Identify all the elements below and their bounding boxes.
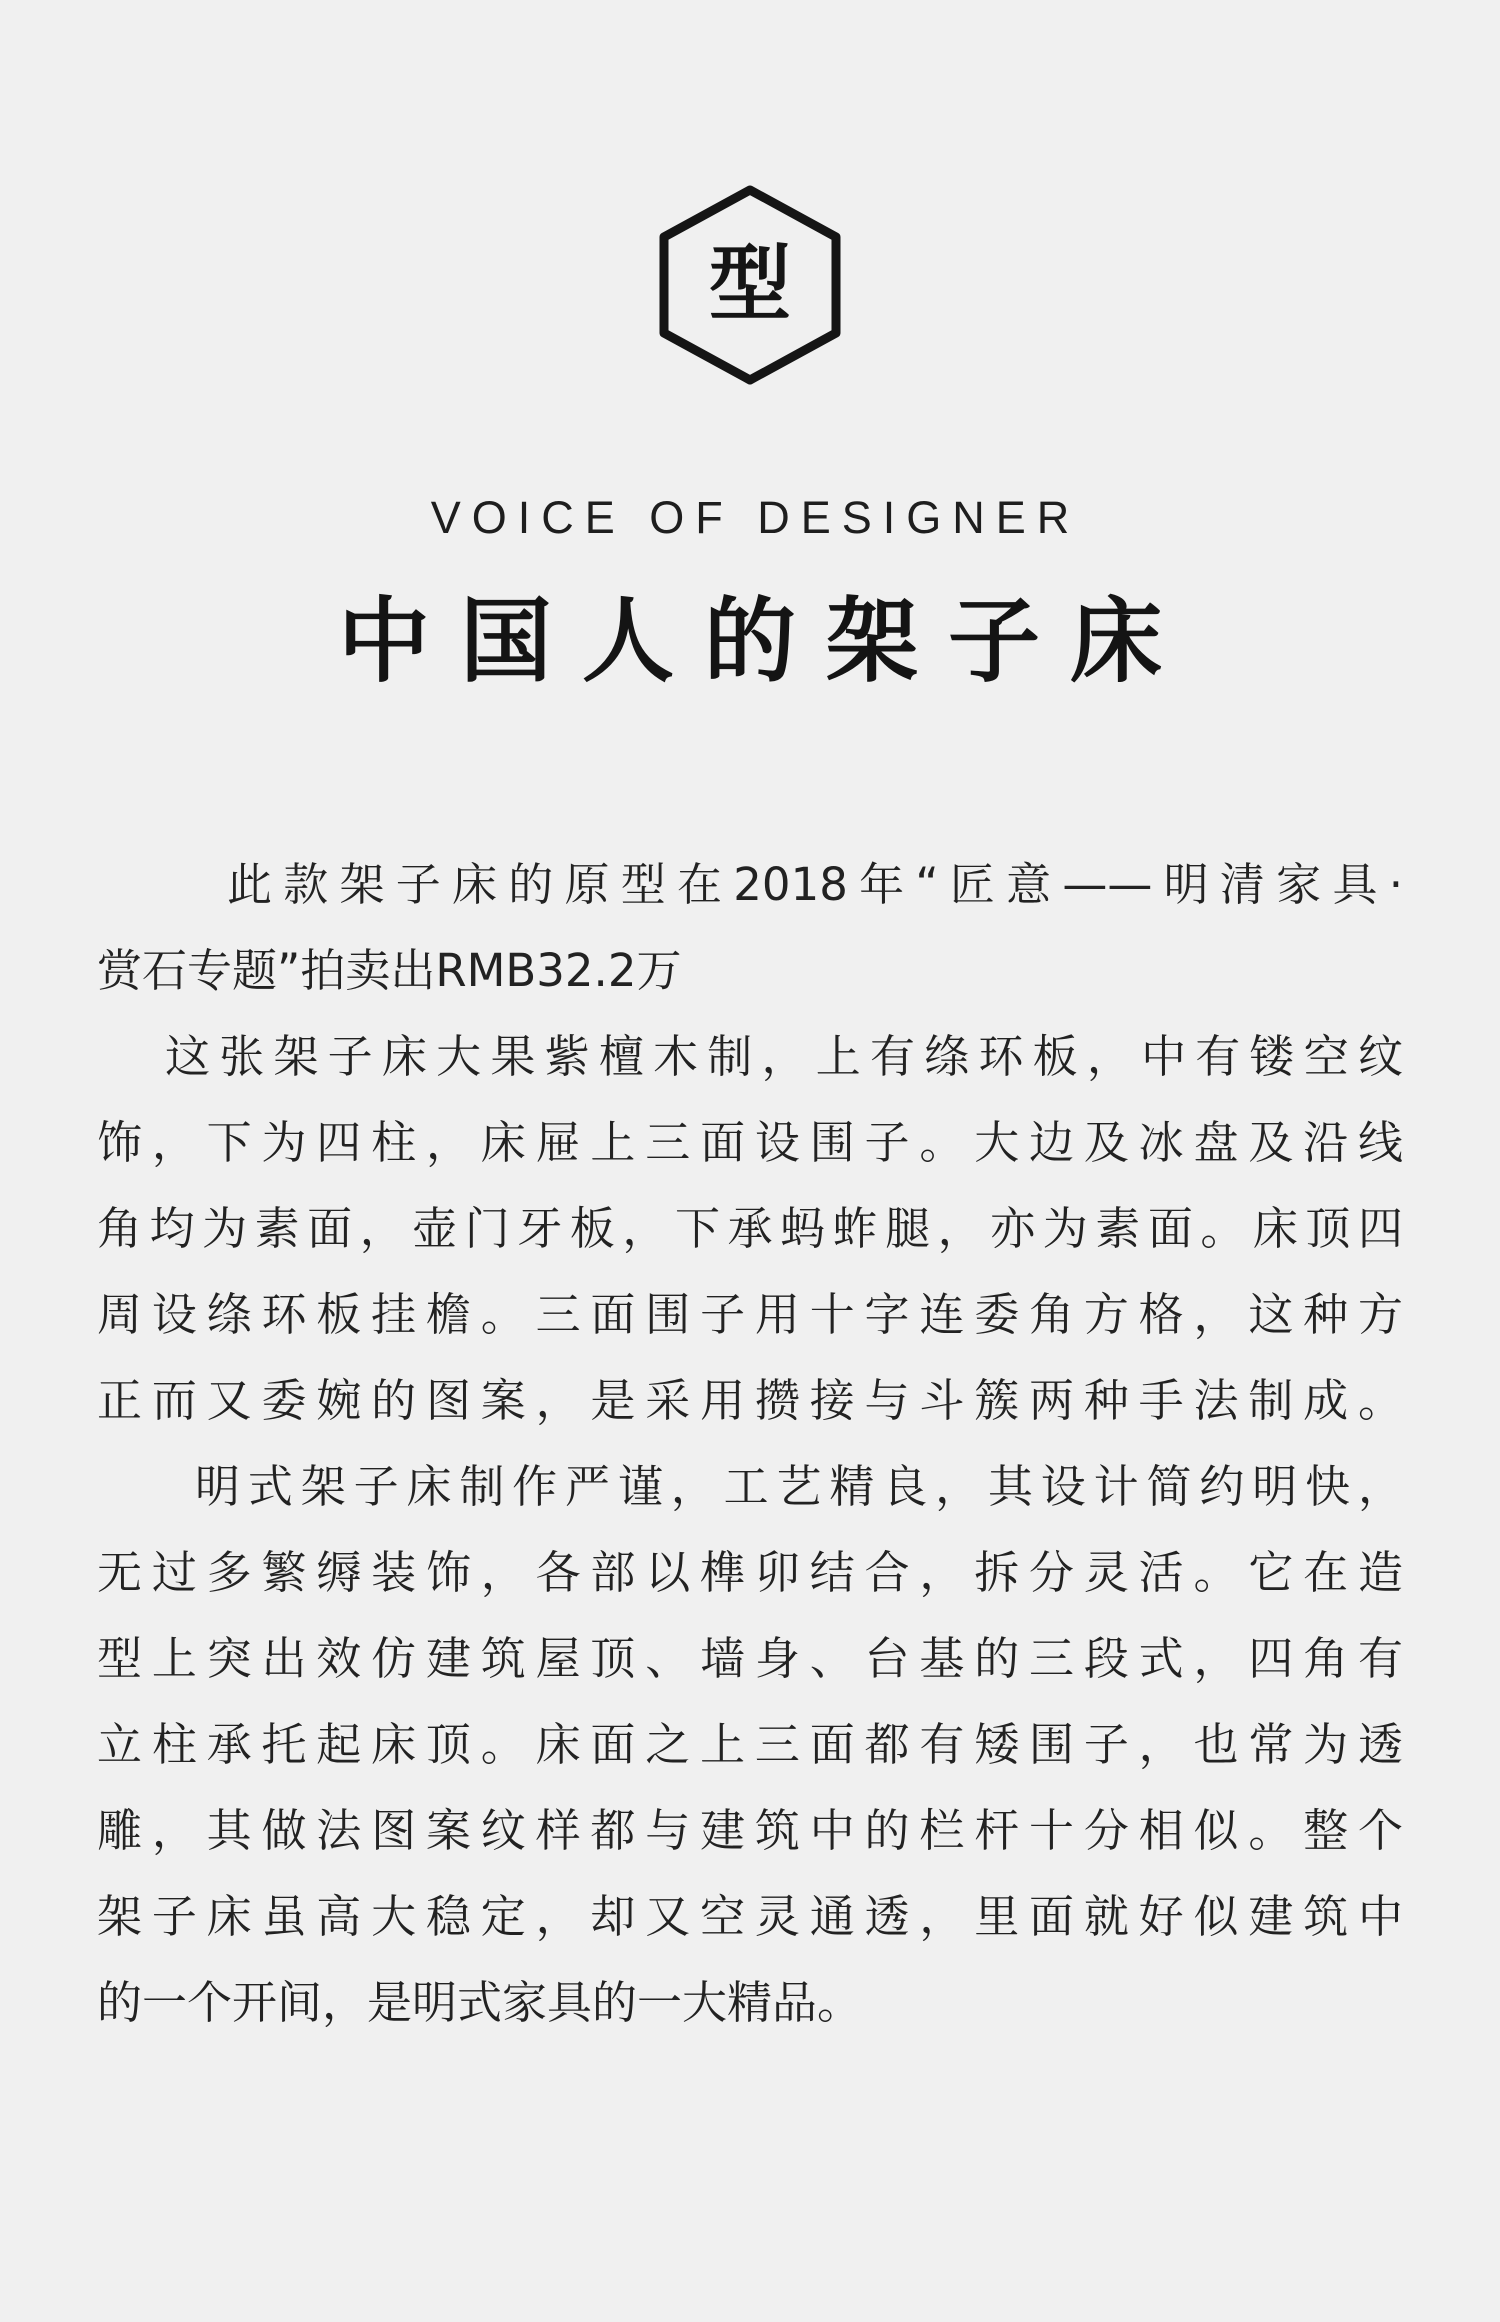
page-title: 中国人的架子床 xyxy=(337,588,1192,695)
body-line: 架子床虽高大稳定，却又空灵通透，里面就好似建筑中 xyxy=(97,1890,1403,1943)
article-body xyxy=(97,842,1403,2046)
body-line: 雕，其做法图案纹样都与建筑中的栏杆十分相似。整个 xyxy=(97,1804,1403,1857)
body-line: 的一个开间，是明式家具的一大精品。 xyxy=(97,1976,863,2029)
body-line: 型上突出效仿建筑屋顶、墙身、台基的三段式，四角有 xyxy=(97,1632,1403,1685)
body-line: 赏石专题”拍卖出RMB32.2万 xyxy=(97,944,682,997)
body-line: 明式架子床制作严谨，工艺精良，其设计简约明快， xyxy=(195,1460,1403,1513)
body-line: 角均为素面，壶门牙板，下承蚂蚱腿，亦为素面。床顶四 xyxy=(97,1202,1403,1255)
body-line: 周设绦环板挂檐。三面围子用十字连委角方格，这种方 xyxy=(97,1288,1403,1341)
section-subtitle: VOICE OF DESIGNER xyxy=(430,492,1081,543)
hexagon-badge-icon xyxy=(656,184,844,386)
body-line: 立柱承托起床顶。床面之上三面都有矮围子，也常为透 xyxy=(97,1718,1403,1771)
body-line: 饰，下为四柱，床屉上三面设围子。大边及冰盘及沿线 xyxy=(97,1116,1403,1169)
body-line: 这张架子床大果紫檀木制，上有绦环板，中有镂空纹 xyxy=(165,1030,1403,1083)
body-line: 正而又委婉的图案，是采用攒接与斗簇两种手法制成。 xyxy=(97,1374,1403,1427)
body-line: 此款架子床的原型在2018年“匠意——明清家具· xyxy=(227,858,1403,911)
badge-character: 型 xyxy=(708,237,791,332)
body-line: 无过多繁缛装饰，各部以榫卯结合，拆分灵活。它在造 xyxy=(97,1546,1403,1599)
